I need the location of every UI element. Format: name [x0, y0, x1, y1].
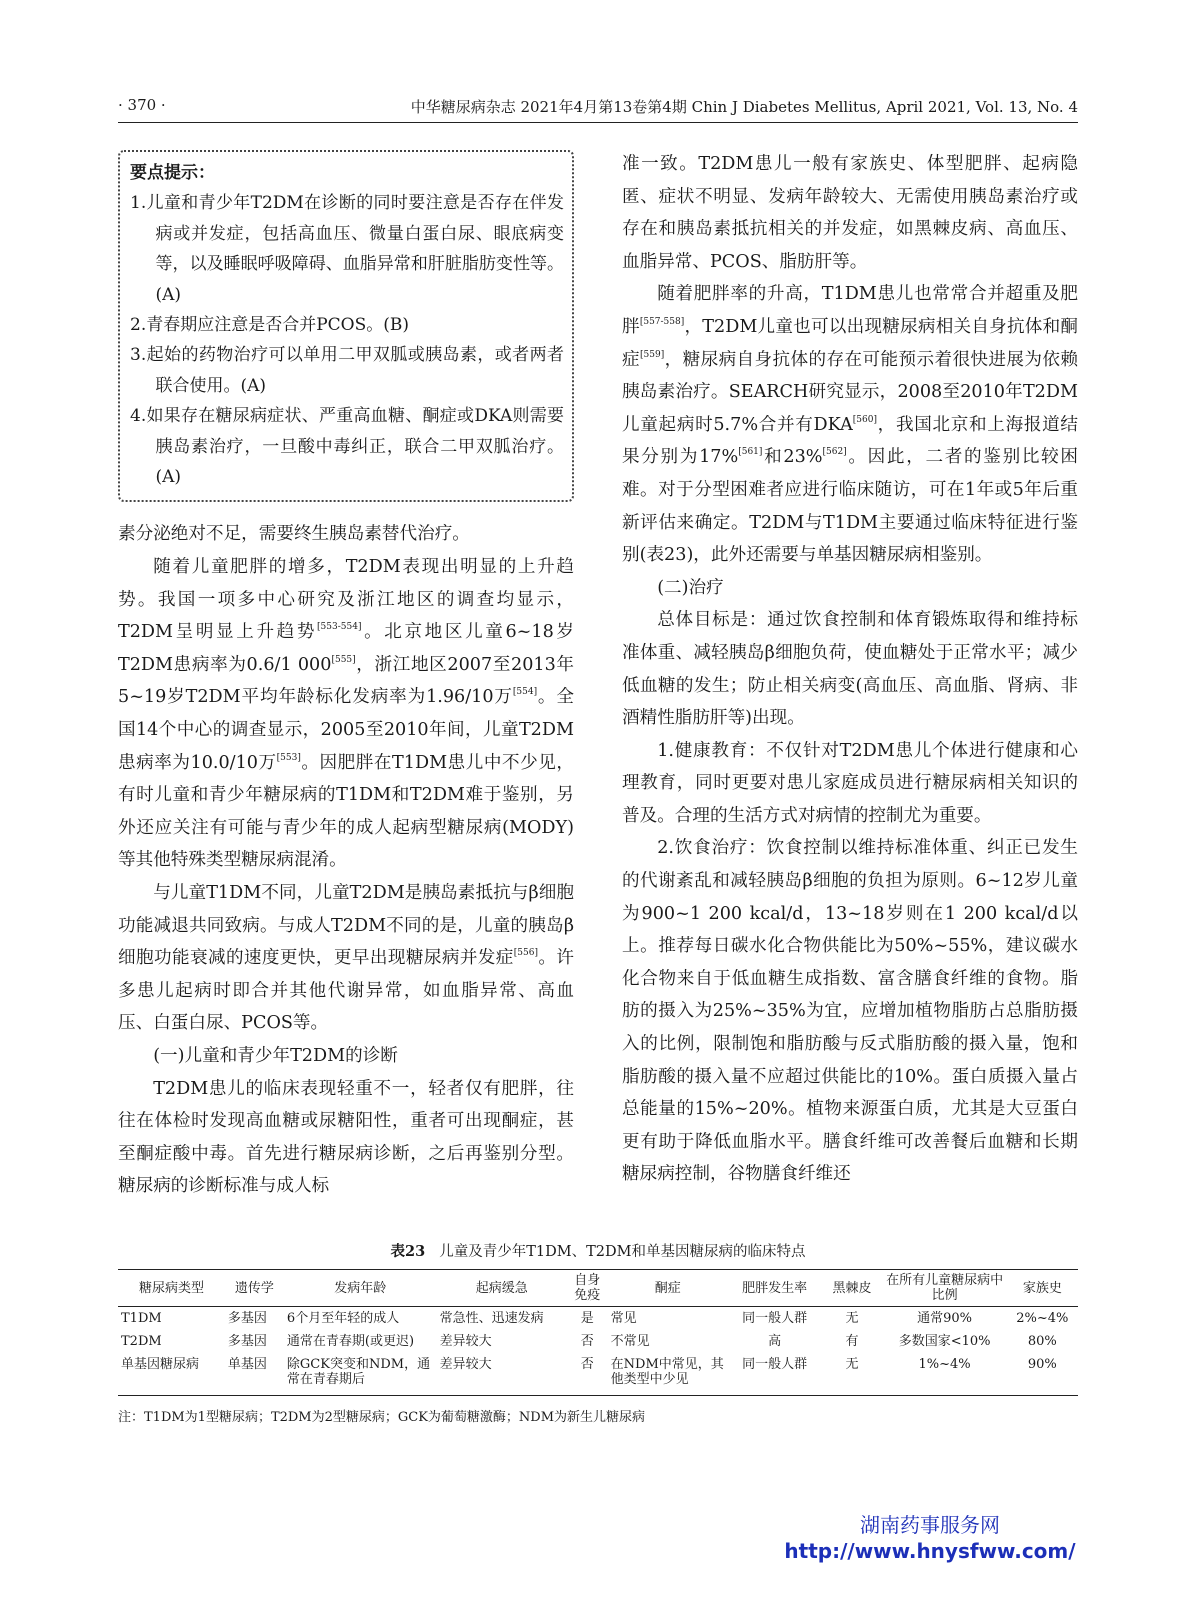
table-cell: 单基因	[225, 1353, 284, 1396]
table-header: 黑棘皮	[821, 1270, 882, 1307]
table-cell: 否	[567, 1353, 608, 1396]
table-header: 起病缓急	[437, 1270, 567, 1307]
table-23	[118, 1240, 1078, 1425]
table-cell: 同一般人群	[728, 1353, 822, 1396]
citation: [561]	[738, 447, 763, 458]
paragraph: 准一致。T2DM患儿一般有家族史、体型肥胖、起病隐匿、症状不明显、发病年龄较大、无需使用胰岛素治疗或存在和胰岛素抵抗相关的并发症，如黑棘皮病、高血压、血脂异常、PCOS、脂肪肝等。	[622, 154, 1078, 272]
table-row	[118, 1330, 1078, 1353]
right-column	[622, 148, 1078, 1191]
paragraph: 随着儿童肥胖的增多，T2DM表现出明显的上升趋势。我国一项多中心研究及浙江地区的调查均显示，T2DM呈明显上升趋势[553-554]。北京地区儿童6~18岁T2DM患病率为0.6/1 000[555]，浙江地区2007至2013年5~19岁T2DM平均年龄标化发病率为1.96/10万[554]。全国14个中心的调查显示，2005至2010年间，儿童T2DM患病率为10.0/10万[553]。因肥胖在T1DM患儿中不少见，有时儿童和青少年糖尿病的T1DM和T2DM难于鉴别，另外还应关注有可能与青少年的成人起病型糖尿病(MODY)等其他特殊类型糖尿病混淆。	[118, 557, 574, 871]
table-header: 家族史	[1007, 1270, 1078, 1307]
paragraph: 与儿童T1DM不同，儿童T2DM是胰岛素抵抗与β细胞功能减退共同致病。与成人T2DM不同的是，儿童的胰岛β细胞功能衰减的速度更快，更早出现糖尿病并发症[556]。许多患儿起病时即合并其他代谢异常，如血脂异常、高血压、白蛋白尿、PCOS等。	[118, 883, 574, 1034]
table-cell: 80%	[1027, 1334, 1057, 1349]
citation: [556]	[513, 948, 538, 959]
table-header: 酮症	[608, 1270, 728, 1307]
table-header: 自身免疫	[567, 1270, 608, 1307]
table-cell: 有	[845, 1334, 859, 1349]
page-number: · 370 ·	[118, 96, 166, 114]
table-cell: T1DM	[121, 1311, 162, 1326]
keypoint-item: 1.儿童和青少年T2DM在诊断的同时要注意是否存在伴发病或并发症，包括高血压、微量白蛋白尿、眼底病变等，以及睡眠呼吸障碍、血脂异常和肝脏脂肪变性等。(A)	[130, 193, 564, 305]
paragraph: 随着肥胖率的升高，T1DM患儿也常常合并超重及肥胖[557-558]，T2DM儿童也可以出现糖尿病相关自身抗体和酮症[559]，糖尿病自身抗体的存在可能预示着很快进展为依赖胰岛素治疗。SEARCH研究显示，2008至2010年T2DM儿童起病时5.7%合并有DKA[560]，我国北京和上海报道结果分别为17%[561]和23%[562]。因此，二者的鉴别比较困难。对于分型困难者应进行临床随访，可在1年或5年后重新评估来确定。T2DM与T1DM主要通过临床特征进行鉴别(表23)，此外还需要与单基因糖尿病相鉴别。	[622, 284, 1078, 566]
watermark	[780, 1512, 1080, 1564]
table-cell: 除GCK突变和NDM，通常在青春期后	[284, 1353, 437, 1396]
left-column	[118, 148, 574, 1203]
table-cell: 同一般人群	[742, 1311, 808, 1326]
table-cell: 否	[580, 1334, 594, 1349]
table-cell: 通常在青春期(或更迟)	[286, 1334, 415, 1349]
table-cell: 通常90%	[917, 1311, 973, 1326]
table-cell: 常急性、迅速发病	[439, 1311, 544, 1326]
table-note: 注：T1DM为1型糖尿病；T2DM为2型糖尿病；GCK为葡萄糖激酶；NDM为新生儿糖尿病	[118, 1410, 646, 1425]
table-cell: 多基因	[227, 1334, 267, 1349]
table-header: 肥胖发生率	[728, 1270, 822, 1307]
paragraph: T2DM患儿的临床表现轻重不一，轻者仅有肥胖，往往在体检时发现高血糖或尿糖阳性，重者可出现酮症，甚至酮症酸中毒。首先进行糖尿病诊断，之后再鉴别分型。糖尿病的诊断标准与成人标	[118, 1078, 574, 1197]
citation: [560]	[852, 414, 877, 425]
paragraph: 1.健康教育：不仅针对T2DM患儿个体进行健康和心理教育，同时更要对患儿家庭成员进行糖尿病相关知识的普及。合理的生活方式对病情的控制尤为重要。	[622, 740, 1078, 826]
table-row	[118, 1353, 1078, 1396]
table-cell: 多基因	[227, 1311, 267, 1326]
running-header	[118, 96, 1078, 123]
table-header: 发病年龄	[284, 1270, 437, 1307]
table-cell: 在NDM中常见，其他类型中少见	[608, 1353, 728, 1396]
table-cell: 2%~4%	[1016, 1311, 1069, 1326]
paragraph: 总体目标是：通过饮食控制和体育锻炼取得和维持标准体重、减轻胰岛β细胞负荷，使血糖处于正常水平；减少低血糖的发生；防止相关病变(高血压、高血脂、肾病、非酒精性脂肪肝等)出现。	[622, 610, 1078, 729]
table-cell: 6个月至年轻的成人	[286, 1311, 400, 1326]
table-cell: 无	[845, 1311, 859, 1326]
watermark-url[interactable]: http://www.hnysfww.com/	[784, 1539, 1076, 1563]
clinical-features-table	[118, 1269, 1078, 1396]
paragraph: 素分泌绝对不足，需要终生胰岛素替代治疗。	[118, 524, 470, 545]
table-header: 遗传学	[225, 1270, 284, 1307]
table-row	[118, 1307, 1078, 1331]
table-cell: 常见	[610, 1311, 637, 1326]
table-cell: 差异较大	[439, 1334, 492, 1349]
table-cell: 无	[821, 1353, 882, 1396]
table-cell: 不常见	[610, 1334, 650, 1349]
table-cell: 单基因糖尿病	[118, 1353, 225, 1396]
watermark-name: 湖南药事服务网	[860, 1513, 1000, 1537]
keypoints-box	[118, 150, 574, 502]
citation: [553-554]	[317, 622, 362, 633]
section-heading: (二)治疗	[657, 577, 724, 598]
citation: [554]	[512, 687, 538, 698]
citation: [557-558]	[639, 316, 685, 327]
keypoints-title: 要点提示：	[130, 163, 215, 183]
keypoint-item: 3.起始的药物治疗可以单用二甲双胍或胰岛素，或者两者联合使用。(A)	[130, 345, 564, 396]
journal-info: 中华糖尿病杂志 2021年4月第13卷第4期 Chin J Diabetes Mellitus, April 2021, Vol. 13, No. 4	[410, 98, 1078, 116]
table-cell: 90%	[1007, 1353, 1078, 1396]
citation: [559]	[640, 349, 665, 360]
table-cell: T2DM	[121, 1334, 162, 1349]
citation: [555]	[331, 654, 356, 665]
table-header-row	[118, 1270, 1078, 1307]
keypoint-item: 4.如果存在糖尿病症状、严重高血糖、酮症或DKA则需要胰岛素治疗，一旦酸中毒纠正，联合二甲双胍治疗。(A)	[130, 406, 564, 488]
table-cell: 1%~4%	[883, 1353, 1007, 1396]
table-cell: 多数国家<10%	[898, 1334, 991, 1349]
section-heading: (一)儿童和青少年T2DM的诊断	[153, 1045, 398, 1066]
citation: [553]	[276, 752, 301, 763]
table-header: 糖尿病类型	[118, 1270, 225, 1307]
table-header: 在所有儿童糖尿病中比例	[883, 1270, 1007, 1307]
keypoint-item: 2.青春期应注意是否合并PCOS。(B)	[130, 315, 410, 336]
table-cell: 高	[768, 1334, 782, 1349]
table-cell: 差异较大	[437, 1353, 567, 1396]
table-cell: 是	[580, 1311, 594, 1326]
paragraph: 2.饮食治疗：饮食控制以维持标准体重、纠正已发生的代谢紊乱和减轻胰岛β细胞的负担为原则。6~12岁儿童为900~1 200 kcal/d，13~18岁则在1 200 kcal/d以上。推荐每日碳水化合物供能比为50%~55%，建议碳水化合物来自于低血糖生成指数、富含膳食纤维的食物。脂肪的摄入为25%~35%为宜，应增加植物脂肪占总脂肪摄入的比例，限制饱和脂肪酸与反式脂肪酸的摄入量，饱和脂肪酸的摄入量不应超过供能比的10%。蛋白质摄入量占总能量的15%~20%。植物来源蛋白质，尤其是大豆蛋白更有助于降低血脂水平。膳食纤维可改善餐后血糖和长期糖尿病控制，谷物膳食纤维还	[622, 838, 1078, 1185]
table-caption: 表23 儿童及青少年T1DM、T2DM和单基因糖尿病的临床特点	[390, 1243, 806, 1260]
citation: [562]	[822, 447, 847, 458]
